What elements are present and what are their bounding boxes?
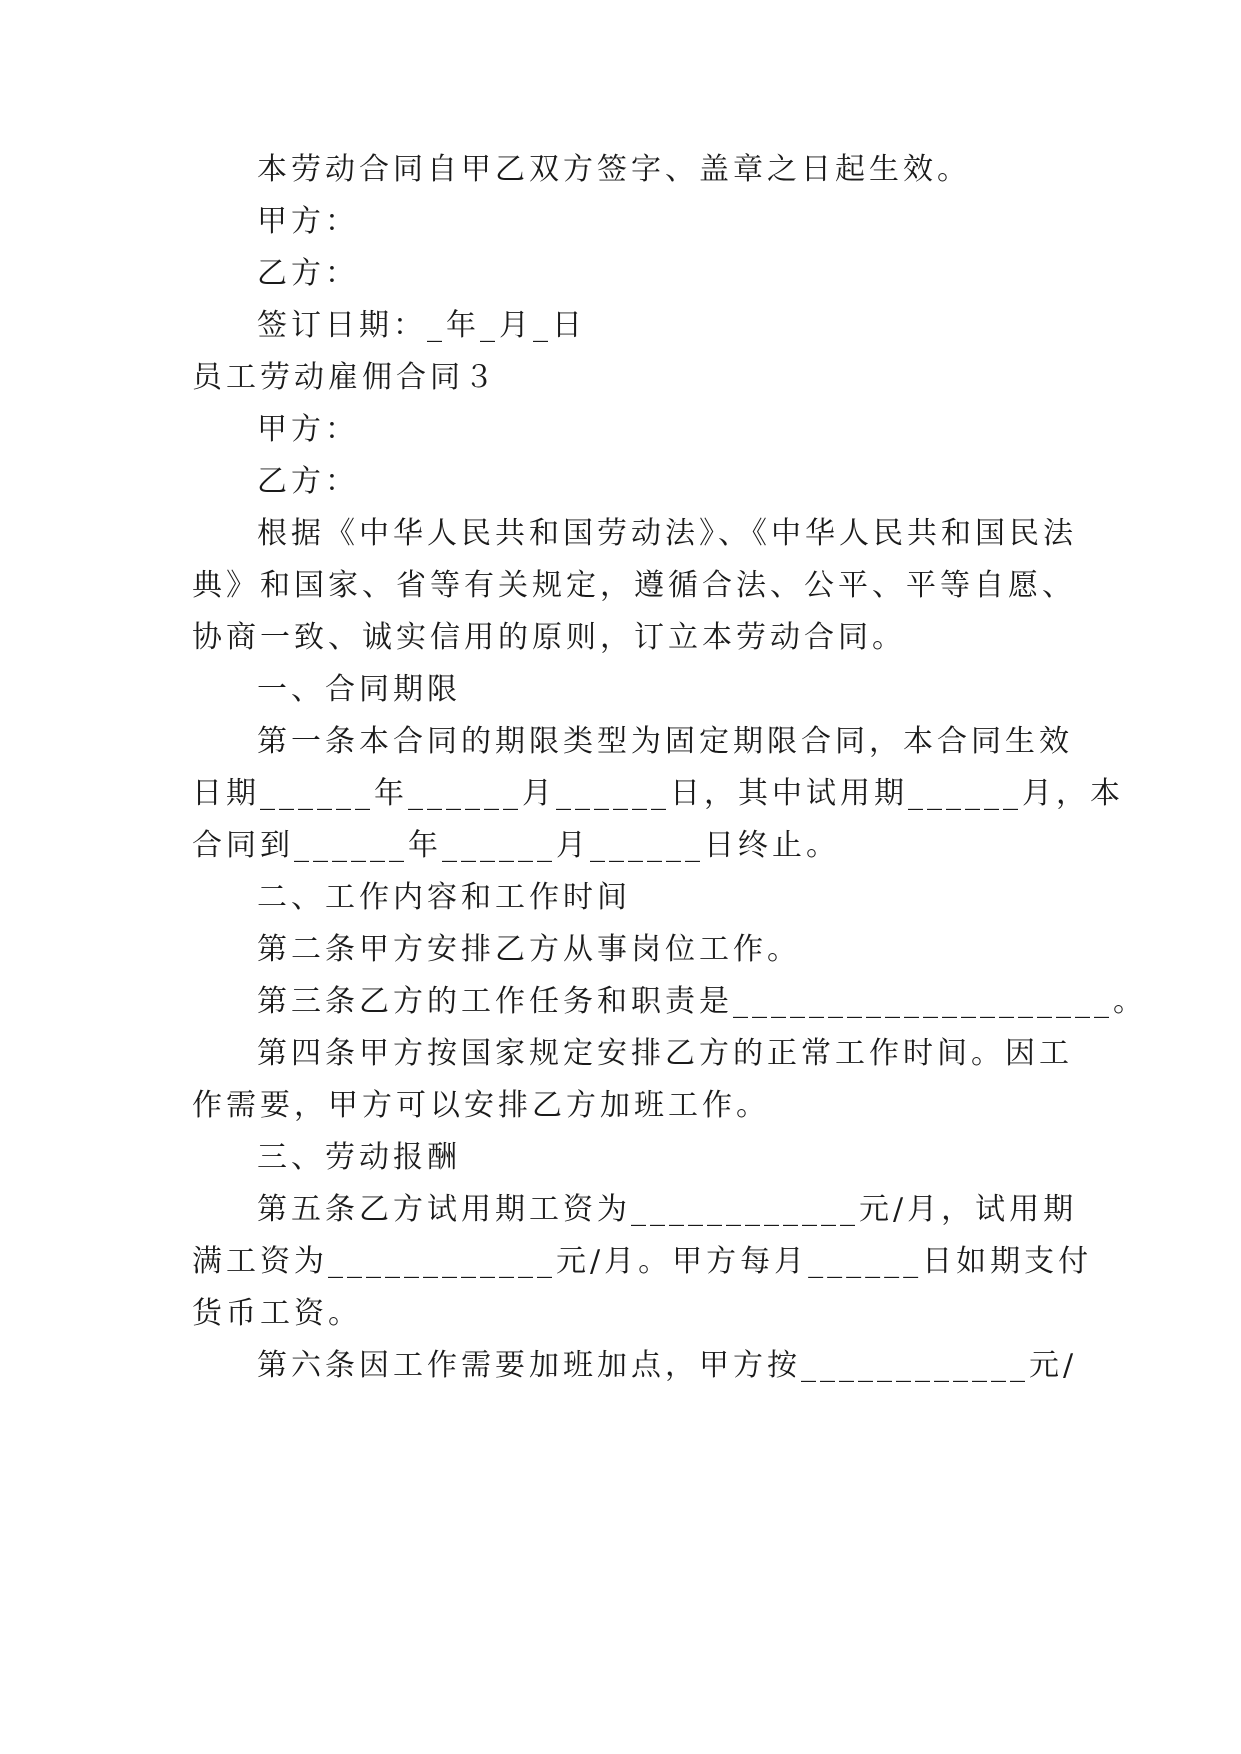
paragraph-line: 第一条本合同的期限类型为固定期限合同，本合同生效	[257, 724, 1073, 759]
paragraph-line: 协商一致、诚实信用的原则，订立本劳动合同。	[192, 620, 906, 655]
paragraph-line: 第四条甲方按国家规定安排乙方的正常工作时间。因工	[257, 1036, 1073, 1071]
paragraph-line: 甲方：	[257, 412, 359, 447]
paragraph-line: 甲方：	[257, 204, 359, 239]
paragraph-line: 合同到______年______月______日终止。	[192, 828, 840, 863]
paragraph-line: 作需要，甲方可以安排乙方加班工作。	[192, 1088, 770, 1123]
paragraph-line: 货币工资。	[192, 1296, 362, 1331]
paragraph-line: 乙方：	[257, 256, 359, 291]
paragraph-line: 第三条乙方的工作任务和职责是____________________。	[257, 984, 1147, 1019]
paragraph-line: 第五条乙方试用期工资为____________元/月，试用期	[257, 1192, 1078, 1227]
paragraph-line: 日期______年______月______日，其中试用期______月，本	[192, 776, 1124, 811]
section-title: 员工劳动雇佣合同３	[192, 360, 498, 395]
paragraph-line: 第六条因工作需要加班加点，甲方按____________元/	[257, 1348, 1078, 1383]
section-heading: 二、工作内容和工作时间	[257, 880, 631, 915]
paragraph-line: 满工资为____________元/月。甲方每月______日如期支付	[192, 1244, 1093, 1279]
section-heading: 一、合同期限	[257, 672, 461, 707]
paragraph-line: 第二条甲方安排乙方从事岗位工作。	[257, 932, 801, 967]
paragraph-line: 本劳动合同自甲乙双方签字、盖章之日起生效。	[257, 152, 971, 187]
paragraph-line: 根据《中华人民共和国劳动法》、《中华人民共和国民法	[257, 516, 1077, 551]
section-heading: 三、劳动报酬	[257, 1140, 461, 1175]
paragraph-line: 乙方：	[257, 464, 359, 499]
paragraph-line: 签订日期：_年_月_日	[257, 308, 586, 343]
paragraph-line: 典》和国家、省等有关规定，遵循合法、公平、平等自愿、	[192, 568, 1076, 603]
